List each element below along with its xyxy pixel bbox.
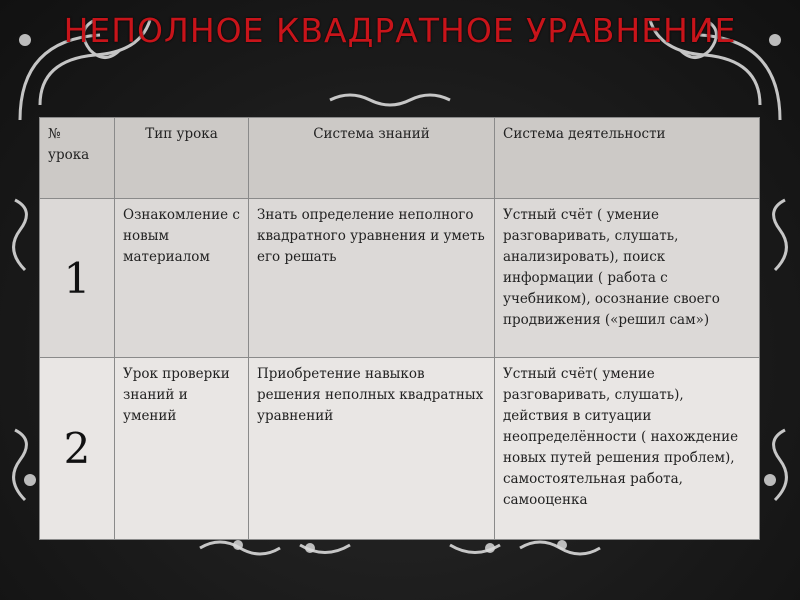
lesson-type: Урок проверки знаний и умений	[115, 358, 249, 540]
knowledge-system: Знать определение неполного квадратного уравнения и уметь его решать	[249, 199, 495, 358]
lesson-number: 1	[40, 199, 115, 358]
lesson-number: 2	[40, 358, 115, 540]
header-lesson-type: Тип урока	[115, 118, 249, 199]
table-row	[40, 358, 760, 540]
header-lesson-number: № урока	[40, 118, 115, 199]
lesson-type: Ознакомление с новым материалом	[115, 199, 249, 358]
header-activity-system: Система деятельности	[495, 118, 760, 199]
table-header-row	[40, 118, 760, 199]
activity-system: Устный счёт( умение разговаривать, слушать), действия в ситуации неопределённости ( нахождение новых путей решения проблем), самостоятельная работа, самооценка	[495, 358, 760, 540]
activity-system: Устный счёт ( умение разговаривать, слушать, анализировать), поиск информации ( работа с учебником), осознание своего продвижения («решил сам»)	[495, 199, 760, 358]
slide-title: НЕПОЛНОЕ КВАДРАТНОЕ УРАВНЕНИЕ	[63, 11, 737, 50]
lesson-plan-table	[39, 117, 760, 540]
knowledge-system: Приобретение навыков решения неполных квадратных уравнений	[249, 358, 495, 540]
table-row	[40, 199, 760, 358]
header-knowledge-system: Система знаний	[249, 118, 495, 199]
